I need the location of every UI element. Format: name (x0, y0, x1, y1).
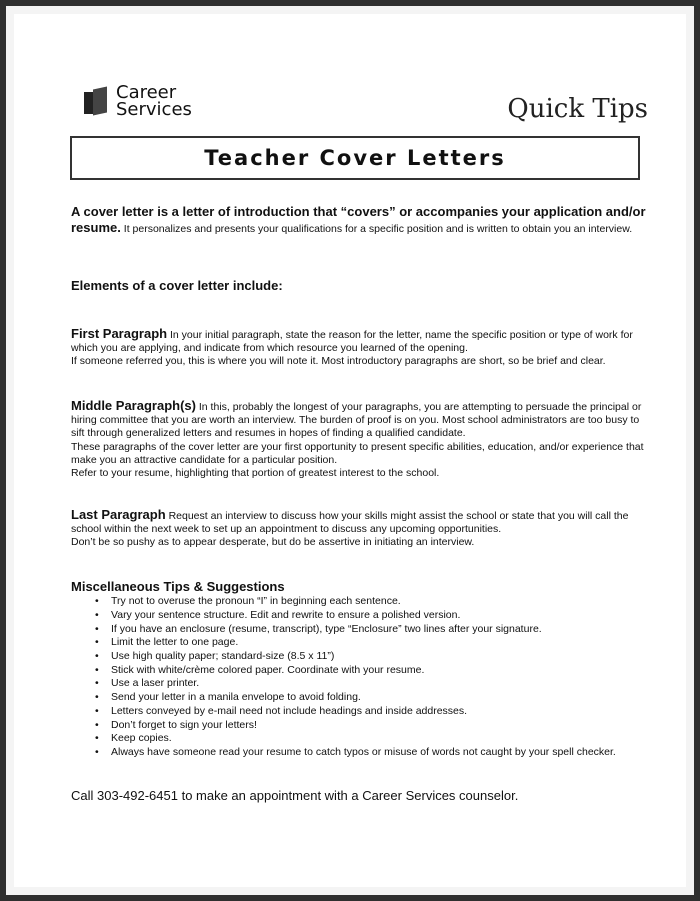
first-paragraph-text: In your initial paragraph, state the reason for the letter, name the specific position or type of work for which you are applying, and indicate from which resource you learned of the opening. (71, 329, 633, 355)
list-item: • Send your letter in a manila envelope to avoid folding. (97, 691, 646, 705)
career-services-logo-icon (84, 88, 110, 114)
call-to-action: Call 303-492-6451 to make an appointment with a Career Services counselor. (71, 788, 519, 803)
first-paragraph (71, 327, 646, 369)
misc-tips-section (71, 580, 646, 760)
list-item: • Keep copies. (97, 732, 646, 746)
document-frame (6, 6, 694, 895)
intro-bold: A cover letter is a letter of introduction that “covers” or accompanies your application and/or resume. (71, 204, 646, 236)
career-services-logo (84, 84, 192, 118)
list-item: • Use a laser printer. (97, 677, 646, 691)
last-paragraph-text: Request an interview to discuss how your skills might assist the school or state that you will call the school within the next week to set up an appointment to discuss any upcoming opportunities. (71, 510, 629, 536)
list-item: • Always have someone read your resume to catch typos or misuse of words not caught by your spell checker. (97, 746, 646, 760)
logo-text (116, 84, 192, 118)
list-item: • Use high quality paper; standard-size (8.5 x 11”) (97, 650, 646, 664)
intro-paragraph (71, 204, 646, 236)
list-item: • Stick with white/crème colored paper. Coordinate with your resume. (97, 664, 646, 678)
list-item: • Letters conveyed by e-mail need not include headings and inside addresses. (97, 705, 646, 719)
title-box (70, 136, 640, 180)
middle-paragraph (71, 399, 646, 480)
last-paragraph (71, 508, 646, 550)
list-item: • Try not to overuse the pronoun “I” in beginning each sentence. (97, 595, 646, 609)
page-title: Teacher Cover Letters (204, 146, 506, 170)
logo-line-services: Services (116, 99, 192, 120)
last-paragraph-heading: Last Paragraph (71, 507, 166, 522)
misc-tips-list (71, 595, 646, 759)
list-item: • Don’t forget to sign your letters! (97, 719, 646, 733)
elements-heading: Elements of a cover letter include: (71, 278, 283, 293)
first-paragraph-heading: First Paragraph (71, 326, 168, 341)
middle-paragraph-text-3: Refer to your resume, highlighting that portion of greatest interest to the school. (71, 467, 440, 480)
last-paragraph-text-2: Don’t be so pushy as to appear desperate, but do be assertive in initiating an interview. (71, 536, 475, 549)
misc-tips-heading: Miscellaneous Tips & Suggestions (71, 579, 285, 594)
middle-paragraph-heading: Middle Paragraph(s) (71, 398, 196, 413)
middle-paragraph-text-2: These paragraphs of the cover letter are your first opportunity to present specific abilities, education, and/or experience that make you an attractive candidate for a particular position. (71, 440, 644, 466)
middle-paragraph-text: In this, probably the longest of your paragraphs, you are attempting to persuade the principal or hiring committee that you are worth an interview. The burden of proof is on you. Most school administrators are too busy to sift through generalized letters and resumes in hopes of finding a qualified candidate. (71, 401, 642, 440)
list-item: • Limit the letter to one page. (97, 636, 646, 650)
list-item: • If you have an enclosure (resume, transcript), type “Enclosure” two lines after your signature. (97, 623, 646, 637)
logo-line-career: Career (116, 82, 177, 103)
list-item: • Vary your sentence structure. Edit and rewrite to ensure a polished version. (97, 609, 646, 623)
intro-text: It personalizes and presents your qualifications for a specific position and is written to obtain you an interview. (120, 223, 633, 236)
quick-tips-label: Quick Tips (507, 94, 648, 124)
document-page (14, 14, 686, 887)
first-paragraph-text-2: If someone referred you, this is where you will note it. Most introductory paragraphs are short, so be brief and clear. (71, 355, 606, 368)
